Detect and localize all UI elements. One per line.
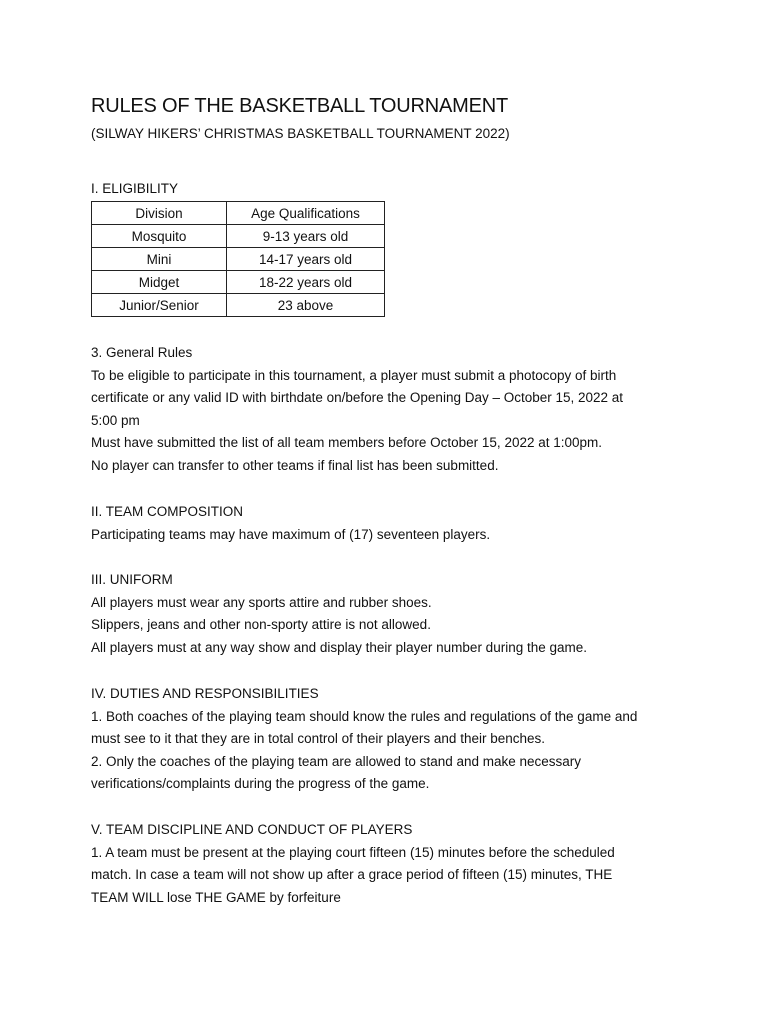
- team-composition-section: [91, 501, 691, 546]
- table-header-cell: Age Qualifications: [227, 202, 385, 225]
- text-line: TEAM WILL lose THE GAME by forfeiture: [91, 889, 341, 905]
- text-line: No player can transfer to other teams if final list has been submitted.: [91, 457, 499, 473]
- text-line: Slippers, jeans and other non-sporty attire is not allowed.: [91, 617, 431, 633]
- section-heading: II. TEAM COMPOSITION: [91, 504, 244, 519]
- table-row: [92, 248, 385, 271]
- text-line: 2. Only the coaches of the playing team are allowed to stand and make necessary: [91, 753, 582, 769]
- text-line: Participating teams may have maximum of (17) seventeen players.: [91, 526, 491, 542]
- section-heading: IV. DUTIES AND RESPONSIBILITIES: [91, 686, 319, 701]
- table-cell: Mosquito: [92, 225, 227, 248]
- table-cell: 9-13 years old: [227, 225, 385, 248]
- text-line: match. In case a team will not show up after a grace period of fifteen (15) minutes, THE: [91, 867, 613, 883]
- uniform-section: [91, 569, 691, 659]
- text-line: To be eligible to participate in this tournament, a player must submit a photocopy of birth: [91, 367, 617, 383]
- table-row: [92, 294, 385, 317]
- text-line: All players must at any way show and display their player number during the game.: [91, 639, 587, 655]
- table-header-cell: Division: [92, 202, 227, 225]
- text-line: 5:00 pm: [91, 412, 140, 428]
- general-rules-section: [91, 342, 691, 478]
- discipline-section: [91, 819, 691, 909]
- section-heading: V. TEAM DISCIPLINE AND CONDUCT OF PLAYERS: [91, 822, 413, 837]
- text-line: Must have submitted the list of all team members before October 15, 2022 at 1:00pm.: [91, 435, 603, 451]
- table-header-row: [92, 202, 385, 225]
- section-heading: III. UNIFORM: [91, 572, 173, 587]
- text-line: 1. A team must be present at the playing court fifteen (15) minutes before the scheduled: [91, 844, 615, 860]
- text-line: must see to it that they are in total control of their players and their benches.: [91, 731, 545, 747]
- text-line: 1. Both coaches of the playing team should know the rules and regulations of the game and: [91, 708, 638, 724]
- table-cell: Midget: [92, 271, 227, 294]
- duties-section: [91, 683, 691, 796]
- section-heading: 3. General Rules: [91, 345, 193, 360]
- table-cell: 14-17 years old: [227, 248, 385, 271]
- table-cell: 18-22 years old: [227, 271, 385, 294]
- eligibility-heading: I. ELIGIBILITY: [91, 181, 179, 196]
- table-cell: Mini: [92, 248, 227, 271]
- text-line: All players must wear any sports attire and rubber shoes.: [91, 594, 432, 610]
- text-line: certificate or any valid ID with birthdate on/before the Opening Day – October 15, 2022 at: [91, 390, 624, 406]
- table-row: [92, 225, 385, 248]
- page-title: RULES OF THE BASKETBALL TOURNAMENT: [91, 95, 509, 117]
- table-cell: Junior/Senior: [92, 294, 227, 317]
- table-row: [92, 271, 385, 294]
- page-subtitle: (SILWAY HIKERS’ CHRISTMAS BASKETBALL TOURNAMENT 2022): [91, 126, 510, 141]
- table-cell: 23 above: [227, 294, 385, 317]
- text-line: verifications/complaints during the progress of the game.: [91, 776, 430, 792]
- eligibility-table: [91, 201, 385, 317]
